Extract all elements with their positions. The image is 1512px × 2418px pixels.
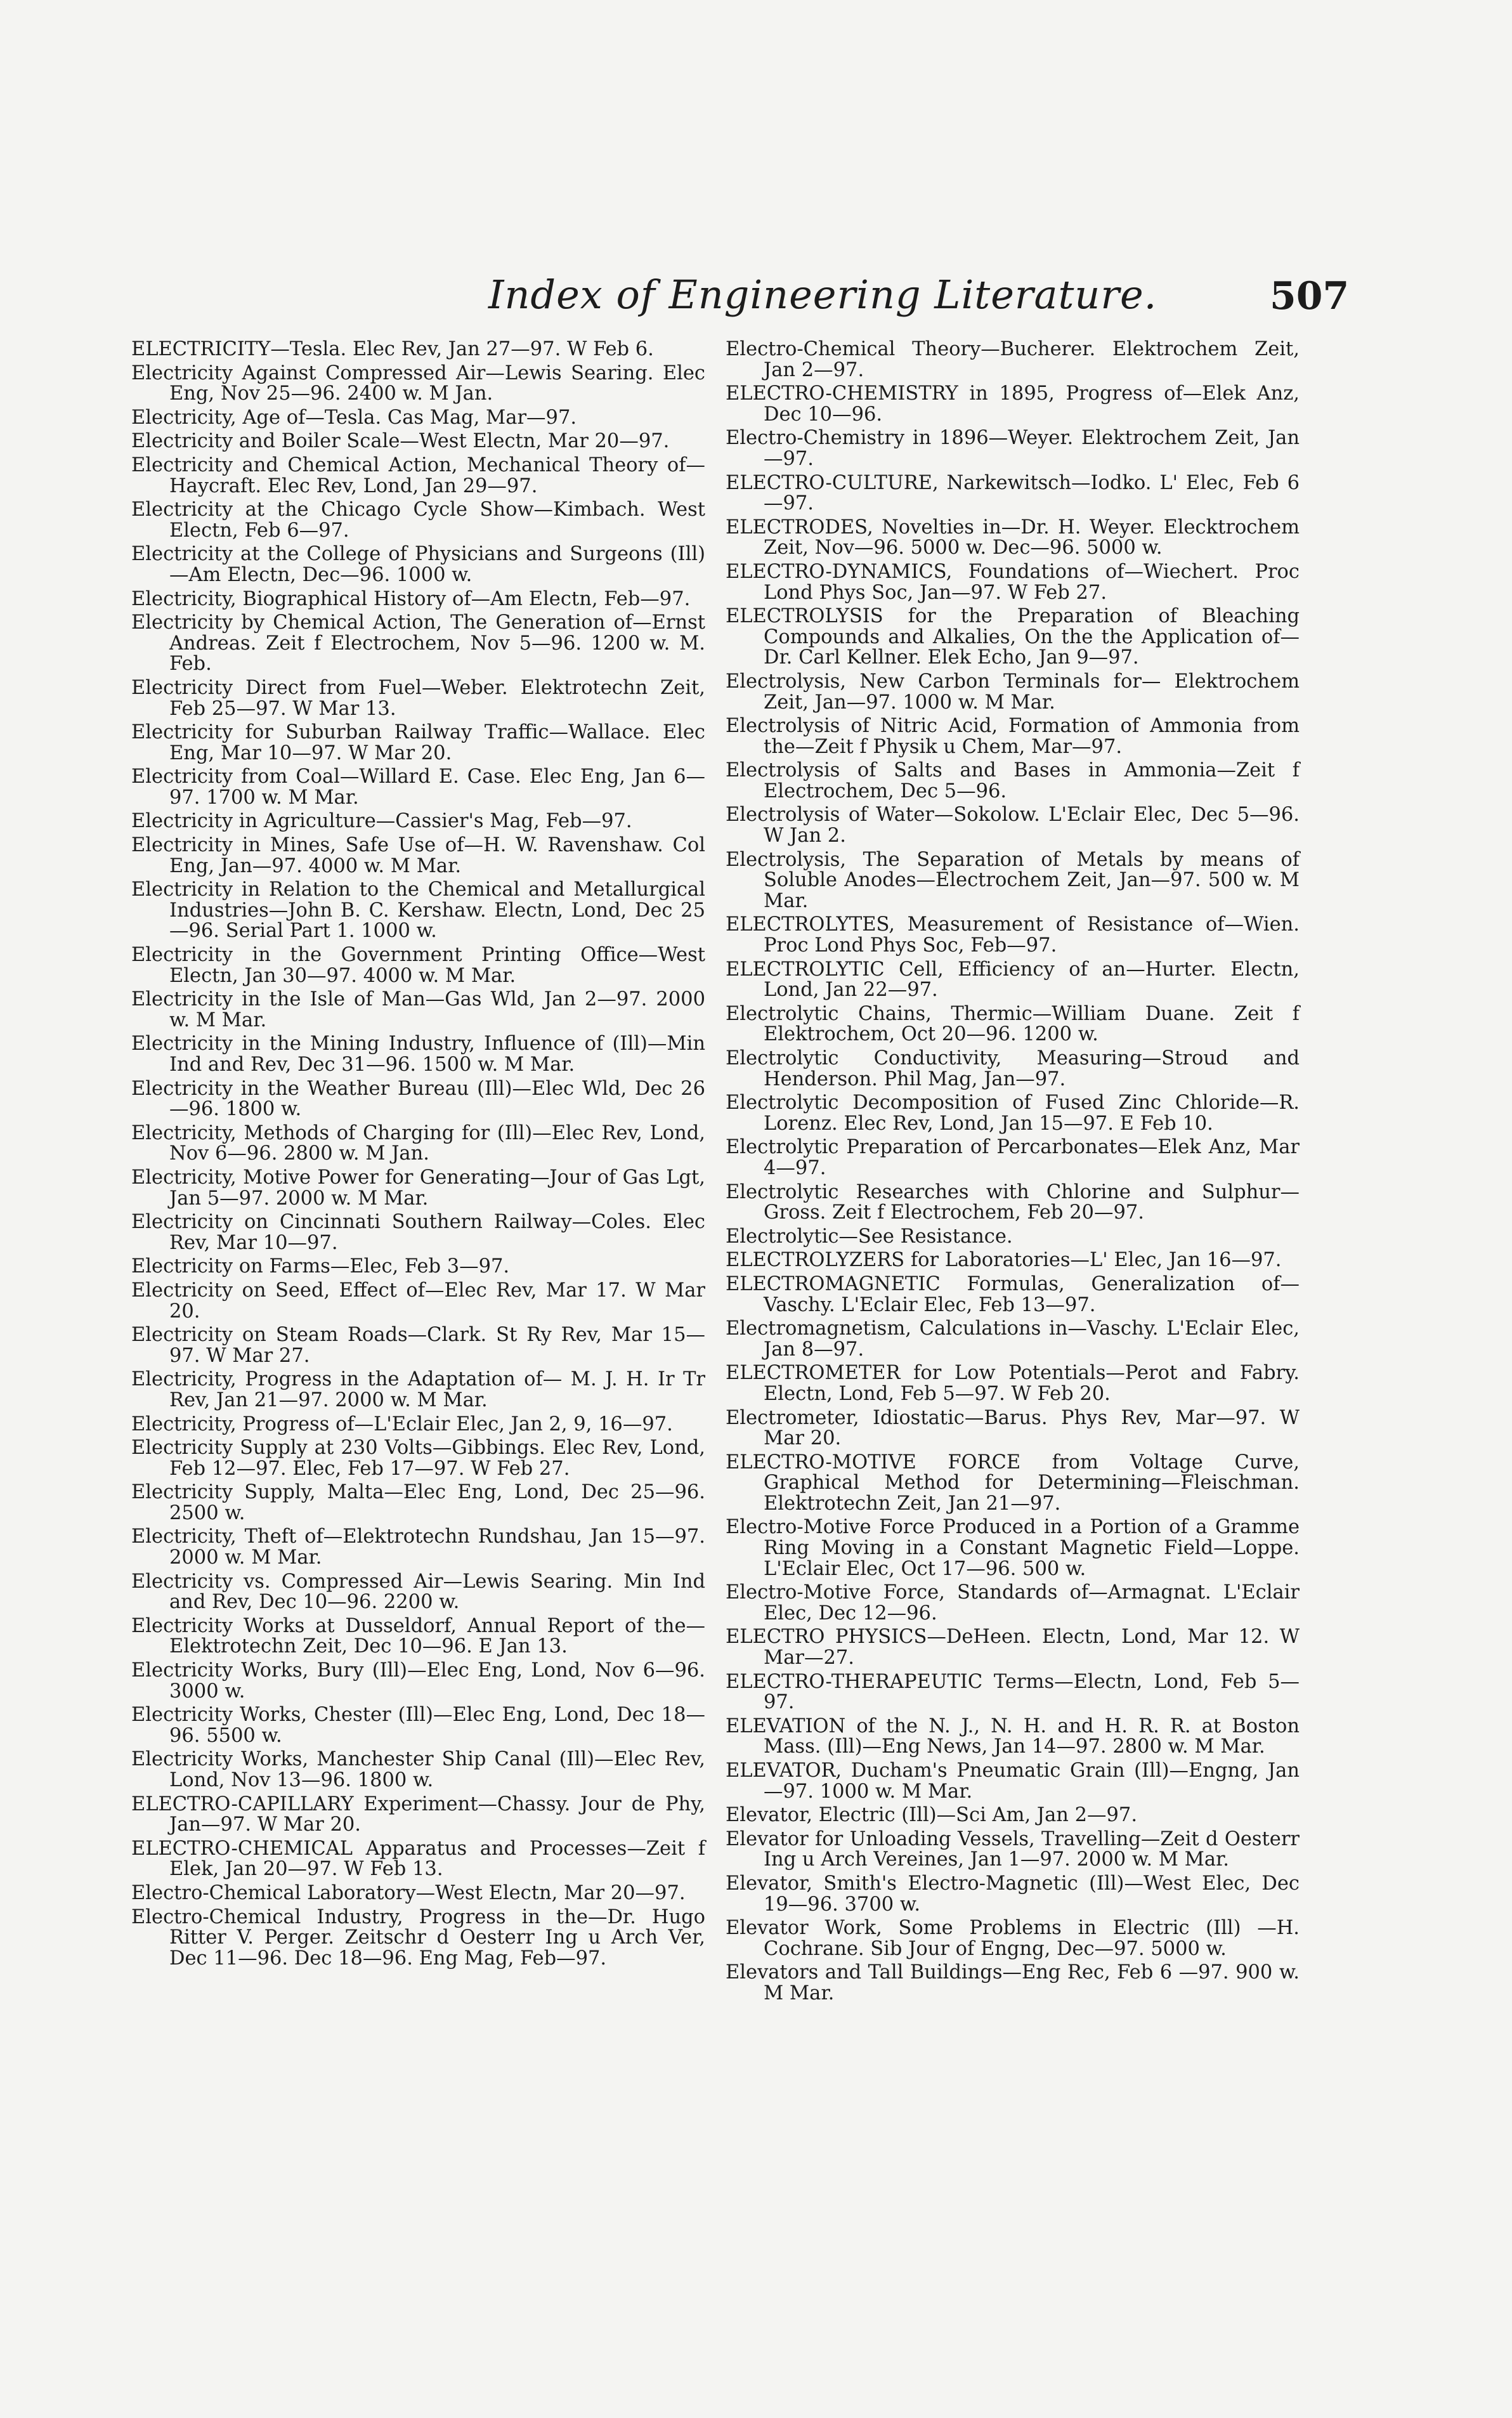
index-entry: Electricity Direct from Fuel—Weber. Elektrotechn Zeit, Feb 25—97. W Mar 13. (131, 676, 705, 720)
index-entry: Electricity in Mines, Safe Use of—H. W. Ravenshaw. Col Eng, Jan—97. 4000 w. M Mar. (131, 834, 705, 877)
index-entry: Electrolysis of Salts and Bases in Ammonia—Zeit f Electrochem, Dec 5—96. (726, 759, 1300, 802)
index-entry: ELEVATION of the N. J., N. H. and H. R. R. at Boston Mass. (Ill)—Eng News, Jan 14—97. 2800 w. M Mar. (726, 1715, 1300, 1758)
index-entry: Electricity and Boiler Scale—West Electn, Mar 20—97. (131, 430, 670, 453)
index-entry: Electro-Motive Force Produced in a Portion of a Gramme Ring Moving in a Constant Magnetic Field—Loppe. L'Eclair Elec, Oct 17—96. 500 w. (726, 1516, 1300, 1580)
index-entry: ELECTROLYTIC Cell, Efficiency of an—Hurter. Electn, Lond, Jan 22—97. (726, 958, 1300, 1002)
index-entry: ELECTRO-CULTURE, Narkewitsch—Iodko. L' Elec, Feb 6—97. (726, 471, 1300, 515)
index-entry: Electro-Chemical Theory—Bucherer. Elektrochem Zeit, Jan 2—97. (726, 338, 1300, 381)
index-entry: Elevator, Electric (Ill)—Sci Am, Jan 2—97. (726, 1804, 1138, 1827)
index-entry: Electrolysis, The Separation of Metals by means of Soluble Anodes—Electrochem Zeit, Jan—97. 500 w. M Mar. (726, 848, 1300, 912)
index-entry: Electrolytic Chains, Thermic—William Duane. Zeit f Elektrochem, Oct 20—96. 1200 w. (726, 1002, 1300, 1046)
index-entry: Electromagnetism, Calculations in—Vaschy. L'Eclair Elec, Jan 8—97. (726, 1317, 1300, 1361)
page-header (0, 271, 1512, 329)
index-entry: Elevators and Tall Buildings—Eng Rec, Feb 6 —97. 900 w. M Mar. (726, 1961, 1300, 2004)
index-entry: Electrolytic Researches with Chlorine and Sulphur—Gross. Zeit f Electrochem, Feb 20—97. (726, 1180, 1300, 1224)
index-entry: Electricity, Theft of—Elektrotechn Rundshau, Jan 15—97. 2000 w. M Mar. (131, 1526, 705, 1569)
index-entry: Electricity on Seed, Effect of—Elec Rev, Mar 17. W Mar 20. (131, 1279, 705, 1323)
index-entry: Electricity Against Compressed Air—Lewis Searing. Elec Eng, Nov 25—96. 2400 w. M Jan. (131, 362, 705, 405)
index-entry: Electricity, Age of—Tesla. Cas Mag, Mar—97. (131, 406, 577, 429)
index-entry: Electricity in the Weather Bureau (Ill)—Elec Wld, Dec 26—96. 1800 w. (131, 1077, 705, 1121)
index-entry: Electricity Supply at 230 Volts—Gibbings. Elec Rev, Lond, Feb 12—97. Elec, Feb 17—97. W Feb 27. (131, 1437, 705, 1480)
index-entry: Elevator Work, Some Problems in Electric (Ill) —H. Cochrane. Sib Jour of Engng, Dec—97. 5000 w. (726, 1917, 1300, 1960)
index-entry: Electricity Works at Dusseldorf, Annual Report of the—Elektrotechn Zeit, Dec 10—96. E Jan 13. (131, 1614, 705, 1658)
index-entry: ELECTROMETER for Low Potentials—Perot and Fabry. Electn, Lond, Feb 5—97. W Feb 20. (726, 1362, 1300, 1405)
running-title: Index of Engineering Literature. (488, 271, 1157, 318)
index-entry: Electricity at the College of Physicians and Surgeons (Ill)—Am Electn, Dec—96. 1000 w. (131, 543, 705, 586)
index-entry: ELECTRO-CAPILLARY Experiment—Chassy. Jour de Phy, Jan—97. W Mar 20. (131, 1793, 705, 1836)
index-entry: ELECTRODES, Novelties in—Dr. H. Weyer. Elecktrochem Zeit, Nov—96. 5000 w. Dec—96. 5000 w. (726, 516, 1300, 559)
index-entry: Electricity Works, Bury (Ill)—Elec Eng, Lond, Nov 6—96. 3000 w. (131, 1659, 705, 1702)
index-entry: Electricity from Coal—Willard E. Case. Elec Eng, Jan 6—97. 1700 w. M Mar. (131, 766, 705, 809)
index-entry: Electricity in Agriculture—Cassier's Mag, Feb—97. (131, 810, 632, 833)
index-entry: Electricity on Farms—Elec, Feb 3—97. (131, 1255, 510, 1278)
index-entry: Electricity on Steam Roads—Clark. St Ry Rev, Mar 15—97. W Mar 27. (131, 1324, 705, 1367)
index-entry: Electrolytic—See Resistance. (726, 1225, 1013, 1248)
index-entry: Electro-Chemical Industry, Progress in the—Dr. Hugo Ritter V. Perger. Zeitschr d Oesterr Ing u Arch Ver, Dec 11—96. Dec 18—96. Eng Mag, Feb—97. (131, 1905, 705, 1970)
index-entry: Elevator for Unloading Vessels, Travelling—Zeit d Oesterr Ing u Arch Vereines, Jan 1—97. 2000 w. M Mar. (726, 1827, 1300, 1871)
index-entry: ELECTRO-MOTIVE FORCE from Voltage Curve, Graphical Method for Determining—Fleischman. Elektrotechn Zeit, Jan 21—97. (726, 1451, 1300, 1515)
index-entry: Electricity, Biographical History of—Am Electn, Feb—97. (131, 587, 691, 610)
index-entry: ELECTROLYTES, Measurement of Resistance of—Wien. Proc Lond Phys Soc, Feb—97. (726, 913, 1300, 957)
index-entry: Electro-Motive Force, Standards of—Armagnat. L'Eclair Elec, Dec 12—96. (726, 1581, 1300, 1624)
page-number: 507 (1270, 274, 1350, 318)
index-entry: ELECTRICITY—Tesla. Elec Rev, Jan 27—97. W Feb 6. (131, 338, 654, 360)
index-entry: Electricity in the Isle of Man—Gas Wld, Jan 2—97. 2000 w. M Mar. (131, 988, 705, 1031)
index-entry: Elevator, Smith's Electro-Magnetic (Ill)—West Elec, Dec 19—96. 3700 w. (726, 1872, 1300, 1916)
index-entry: Electricity in the Government Printing Office—West Electn, Jan 30—97. 4000 w. M Mar. (131, 944, 705, 987)
index-entry: Electricity for Suburban Railway Traffic—Wallace. Elec Eng, Mar 10—97. W Mar 20. (131, 721, 705, 764)
index-entry: Electricity vs. Compressed Air—Lewis Searing. Min Ind and Rev, Dec 10—96. 2200 w. (131, 1570, 705, 1614)
index-entry: Electricity Works, Chester (Ill)—Elec Eng, Lond, Dec 18—96. 5500 w. (131, 1704, 705, 1747)
index-entry: Electricity Supply, Malta—Elec Eng, Lond, Dec 25—96. 2500 w. (131, 1481, 705, 1524)
index-entry: Electricity Works, Manchester Ship Canal (Ill)—Elec Rev, Lond, Nov 13—96. 1800 w. (131, 1748, 705, 1791)
index-entry: Electrometer, Idiostatic—Barus. Phys Rev, Mar—97. W Mar 20. (726, 1406, 1300, 1450)
index-entry: Electro-Chemistry in 1896—Weyer. Elektrochem Zeit, Jan—97. (726, 427, 1300, 470)
index-entry: Electrolytic Preparation of Percarbonates—Elek Anz, Mar 4—97. (726, 1136, 1300, 1179)
index-entry: Electro-Chemical Laboratory—West Electn, Mar 20—97. (131, 1881, 686, 1904)
index-entry: ELECTROMAGNETIC Formulas, Generalization of—Vaschy. L'Eclair Elec, Feb 13—97. (726, 1272, 1300, 1316)
index-entry: ELECTROLYSIS for the Preparation of Bleaching Compounds and Alkalies, On the the Application of—Dr. Carl Kellner. Elek Echo, Jan 9—97. (726, 605, 1300, 669)
index-entry: Electrolysis of Nitric Acid, Formation of Ammonia from the—Zeit f Physik u Chem, Mar—97. (726, 715, 1300, 758)
index-entry: Electricity, Progress of—L'Eclair Elec, Jan 2, 9, 16—97. (131, 1413, 673, 1435)
index-entry: Electricity and Chemical Action, Mechanical Theory of—Haycraft. Elec Rev, Lond, Jan 29—97. (131, 454, 705, 497)
index-entry: Electricity in Relation to the Chemical and Metallurgical Industries—John B. C. Kershaw. Electn, Lond, Dec 25—96. Serial Part 1. 1000 w. (131, 879, 705, 943)
index-entry: Electricity by Chemical Action, The Generation of—Ernst Andreas. Zeit f Electrochem, Nov 5—96. 1200 w. M. Feb. (131, 611, 705, 676)
index-entry: Electricity, Motive Power for Generating—Jour of Gas Lgt, Jan 5—97. 2000 w. M Mar. (131, 1166, 705, 1210)
index-entry: ELECTRO-DYNAMICS, Foundations of—Wiechert. Proc Lond Phys Soc, Jan—97. W Feb 27. (726, 560, 1300, 604)
index-entry: Electricity at the Chicago Cycle Show—Kimbach. West Electn, Feb 6—97. (131, 499, 705, 542)
index-entry: Electrolysis, New Carbon Terminals for— Elektrochem Zeit, Jan—97. 1000 w. M Mar. (726, 670, 1300, 714)
index-entry: ELECTRO-CHEMISTRY in 1895, Progress of—Elek Anz, Dec 10—96. (726, 382, 1300, 426)
index-entry: Electricity on Cincinnati Southern Railway—Coles. Elec Rev, Mar 10—97. (131, 1211, 705, 1254)
index-column-left (131, 339, 705, 1972)
index-entry: ELECTRO-CHEMICAL Apparatus and Processes—Zeit f Elek, Jan 20—97. W Feb 13. (131, 1837, 705, 1881)
index-entry: Electricity in the Mining Industry, Influence of (Ill)—Min Ind and Rev, Dec 31—96. 1500 w. M Mar. (131, 1033, 705, 1076)
index-entry: Electricity, Progress in the Adaptation of— M. J. H. Ir Tr Rev, Jan 21—97. 2000 w. M Mar. (131, 1368, 705, 1411)
index-entry: Electrolytic Conductivity, Measuring—Stroud and Henderson. Phil Mag, Jan—97. (726, 1047, 1300, 1090)
index-entry: ELECTRO PHYSICS—DeHeen. Electn, Lond, Mar 12. W Mar—27. (726, 1626, 1300, 1670)
index-entry: Electrolytic Decomposition of Fused Zinc Chloride—R. Lorenz. Elec Rev, Lond, Jan 15—97. E Feb 10. (726, 1092, 1300, 1135)
index-entry: ELEVATOR, Ducham's Pneumatic Grain (Ill)—Engng, Jan—97. 1000 w. M Mar. (726, 1760, 1300, 1803)
index-entry: Electrolysis of Water—Sokolow. L'Eclair Elec, Dec 5—96. W Jan 2. (726, 804, 1300, 847)
index-column-right (726, 339, 1300, 2008)
index-entry: ELECTRO-THERAPEUTIC Terms—Electn, Lond, Feb 5—97. (726, 1670, 1300, 1714)
index-entry: ELECTROLYZERS for Laboratories—L' Elec, Jan 16—97. (726, 1249, 1282, 1272)
index-entry: Electricity, Methods of Charging for (Ill)—Elec Rev, Lond, Nov 6—96. 2800 w. M Jan. (131, 1121, 705, 1165)
